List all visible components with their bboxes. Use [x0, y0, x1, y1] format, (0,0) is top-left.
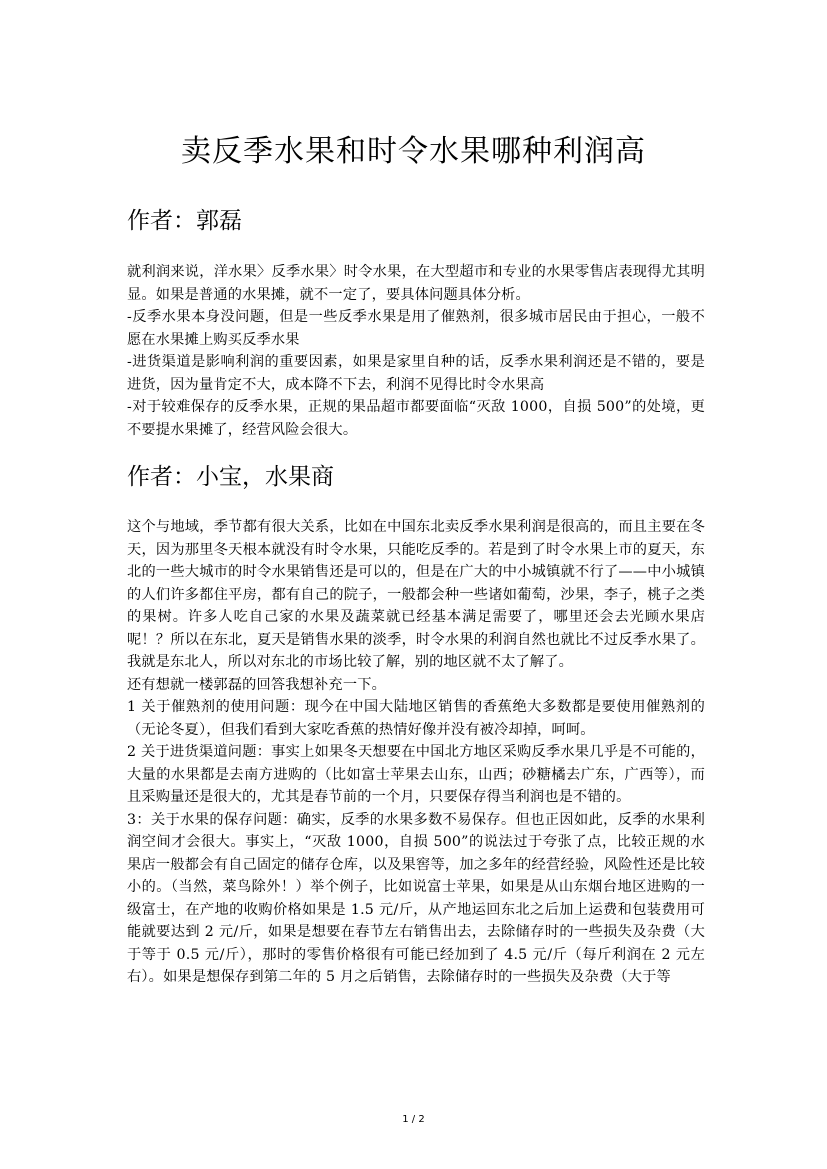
paragraph: 就利润来说，洋水果〉反季水果〉时令水果，在大型超市和专业的水果零售店表现得尤其明显。如果是普通的水果摊，就不一定了，要具体问题具体分析。 [127, 264, 705, 303]
paragraph: -进货渠道是影响利润的重要因素，如果是家里自种的话，反季水果利润还是不错的，要是进货，因为量肯定不大，成本降不下去，利润不见得比时令水果高 [127, 354, 705, 393]
paragraph: 3：关于水果的保存问题：确实，反季的水果多数不易保存。但也正因如此，反季的水果利润空间才会很大。事实上，“灭敌 1000，自损 500”的说法过于夸张了点，比较正规的水果店一般都会有自己固定的储存仓库，以及果窖等，加之多年的经营经验，风险性还是比较小的。（当然，菜鸟除外！）举个例子，比如说富士苹果，如果是从山东烟台地区进购的一级富士，在产地的收购价格如果是 1.5 元/斤，从产地运回东北之后加上运费和包装费用可能就要达到 2 元/斤，如果是想要在春节左右销售出去，去除储存时的一些损失及杂费（大于等于 0.5 元/斤），那时的零售价格很有可能已经加到了 4.5 元/斤（每斤利润在 2 元左右）。如果是想保存到第二年的 5 月之后销售，去除储存时的一些损失及杂费（大于等 [127, 811, 705, 985]
paragraph: 还有想就一楼郭磊的回答我想补充一下。 [127, 676, 386, 693]
page-number: 1 / 2 [402, 1114, 425, 1125]
paragraph: -对于较难保存的反季水果，正规的果品超市都要面临“灭敌 1000，自损 500”的处境，更不要提水果摊了，经营风险会很大。 [127, 399, 705, 438]
answer-body-xiaobao [127, 516, 705, 989]
paragraph: 1 关于催熟剂的使用问题：现今在中国大陆地区销售的香蕉绝大多数都是要使用催熟剂的（无论冬夏），但我们看到大家吃香蕉的热情好像并没有被冷却掉，呵呵。 [127, 699, 705, 738]
page-title: 卖反季水果和时令水果哪种利润高 [181, 134, 646, 169]
author-heading-guolei: 作者：郭磊 [127, 208, 242, 234]
author-heading-xiaobao: 作者：小宝，水果商 [127, 464, 334, 490]
paragraph: 2 关于进货渠道问题：事实上如果冬天想要在中国北方地区采购反季水果几乎是不可能的，大量的水果都是去南方进购的（比如富士苹果去山东，山西；砂糖橘去广东，广西等），而且采购量还是很大的，尤其是春节前的一个月，只要保存得当利润也是不错的。 [127, 744, 705, 805]
paragraph: 这个与地域，季节都有很大关系，比如在中国东北卖反季水果利润是很高的，而且主要在冬天，因为那里冬天根本就没有时令水果，只能吃反季的。若是到了时令水果上市的夏天，东北的一些大城市的时令水果销售还是可以的，但是在广大的中小城镇就不行了——中小城镇的人们许多都住平房，都有自己的院子，一般都会种一些诸如葡萄，沙果，李子，桃子之类的果树。许多人吃自己家的水果及蔬菜就已经基本满足需要了，哪里还会去光顾水果店呢！？所以在东北，夏天是销售水果的淡季，时令水果的利润自然也就比不过反季水果了。我就是东北人，所以对东北的市场比较了解，别的地区就不太了解了。 [127, 519, 705, 670]
answer-body-guolei [127, 261, 705, 441]
paragraph: -反季水果本身没问题，但是一些反季水果是用了催熟剂，很多城市居民由于担心，一般不愿在水果摊上购买反季水果 [127, 309, 705, 348]
